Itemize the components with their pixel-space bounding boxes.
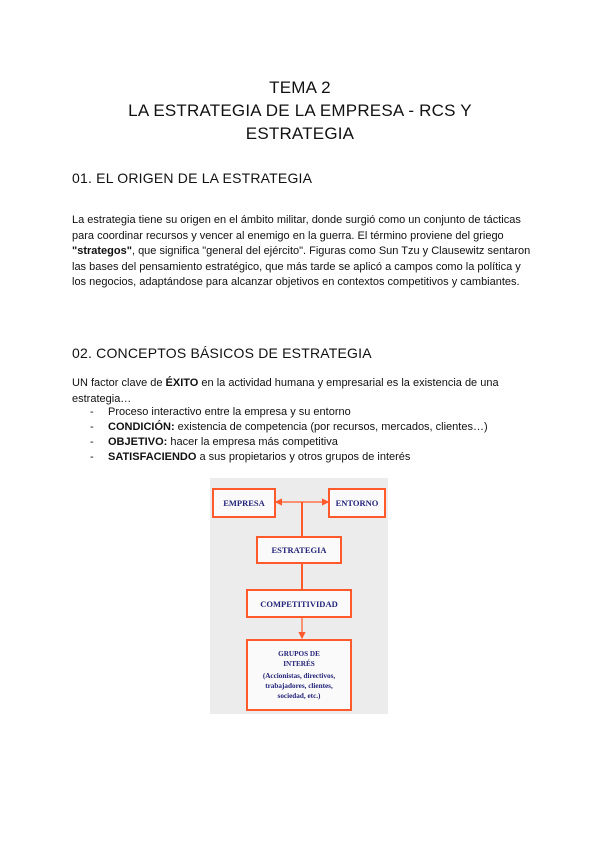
section-1-text-bold: "strategos" xyxy=(72,245,132,257)
title-line-1: TEMA 2 xyxy=(269,78,331,97)
list-item xyxy=(90,420,530,435)
title-line-2: LA ESTRATEGIA DE LA EMPRESA - RCS Y xyxy=(128,101,472,120)
section-2-intro-a: UN factor clave de xyxy=(72,377,166,389)
box-estrategia: ESTRATEGIA xyxy=(256,536,342,564)
list-item xyxy=(90,435,530,450)
section-2-intro xyxy=(72,376,534,407)
section-2-intro-b: en la actividad humana y empresarial es la existencia de una estrategia… xyxy=(72,377,499,405)
grupos-title-2: INTERÉS xyxy=(283,660,315,668)
strategy-diagram xyxy=(210,478,388,714)
list-item xyxy=(90,450,530,465)
list-item-bold: CONDICIÓN: xyxy=(108,421,175,433)
grupos-title-1: GRUPOS DE xyxy=(278,650,320,658)
box-entorno: ENTORNO xyxy=(328,488,386,518)
list-item-bold: OBJETIVO: xyxy=(108,436,168,448)
grupos-detail-3: sociedad, etc.) xyxy=(277,692,321,700)
list-item xyxy=(90,405,530,420)
section-1-heading: 01. EL ORIGEN DE LA ESTRATEGIA xyxy=(72,170,313,186)
concept-list xyxy=(90,405,530,465)
doc-title xyxy=(0,76,600,145)
list-item-bold: SATISFACIENDO xyxy=(108,451,197,463)
list-item-text: hacer la empresa más competitiva xyxy=(167,436,338,448)
section-1-paragraph xyxy=(72,213,534,291)
title-line-3: ESTRATEGIA xyxy=(245,124,355,143)
section-1-text-b: , que significa "general del ejército". Figuras como Sun Tzu y Clausewitz sentaron las bases del pensamiento estratégico, que más tarde se aplicó a campos como la política y los negocios, adaptándose para alcanzar objetivos en contextos competitivos y cambiantes. xyxy=(72,245,531,288)
list-item-text: Proceso interactivo entre la empresa y su entorno xyxy=(108,406,351,418)
box-grupos-interes xyxy=(246,639,352,711)
grupos-detail-2: trabajadores, clientes, xyxy=(265,682,333,690)
section-2-heading: 02. CONCEPTOS BÁSICOS DE ESTRATEGIA xyxy=(72,345,372,361)
grupos-detail-1: (Accionistas, directivos, xyxy=(262,672,336,680)
box-competitividad: COMPETITIVIDAD xyxy=(246,589,352,618)
list-item-text: existencia de competencia (por recursos, mercados, clientes…) xyxy=(174,421,488,433)
box-empresa: EMPRESA xyxy=(212,488,276,518)
section-2-intro-bold: ÉXITO xyxy=(165,377,199,389)
section-1-text-a: La estrategia tiene su origen en el ámbito militar, donde surgió como un conjunto de tácticas para coordinar recursos y vencer al enemigo en la guerra. El término proviene del griego xyxy=(72,214,521,242)
list-item-text: a sus propietarios y otros grupos de interés xyxy=(196,451,411,463)
